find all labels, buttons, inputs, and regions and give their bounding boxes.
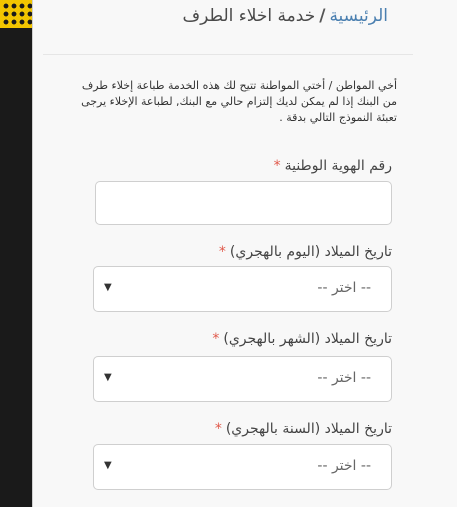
birth-day-select[interactable] [93, 266, 392, 312]
birth-year-select[interactable] [93, 444, 392, 490]
birth-month-label: تاريخ الميلاد (الشهر بالهجري)* [212, 331, 392, 347]
required-asterisk: * [273, 158, 281, 174]
required-asterisk: * [212, 331, 220, 347]
breadcrumb [183, 6, 388, 26]
required-asterisk: * [218, 244, 226, 260]
birth-month-select[interactable] [93, 356, 392, 402]
intro-text: أخي المواطن / أختي المواطنة تتيح لك هذه الخدمة طباعة إخلاء طرف من البنك إذا لم يمكن لديك إلتزام حالي مع البنك, لطباعة الإخلاء يرجى تعبئة النموذج التالي بدقة . [81, 79, 397, 124]
birth-day-label: تاريخ الميلاد (اليوم بالهجري)* [218, 244, 392, 260]
breadcrumb-home-link[interactable]: الرئيسية [329, 6, 388, 26]
birth-day-selected-value: -- اختر -- [317, 280, 371, 296]
breadcrumb-separator: / [319, 6, 326, 26]
page-content [32, 0, 457, 507]
birth-year-label: تاريخ الميلاد (السنة بالهجري)* [214, 421, 392, 437]
caret-down-icon: ▼ [104, 460, 112, 471]
birth-month-selected-value: -- اختر -- [317, 370, 371, 386]
birth-year-selected-value: -- اختر -- [317, 458, 371, 474]
breadcrumb-current: خدمة اخلاء الطرف [182, 6, 316, 26]
divider [43, 54, 413, 55]
caret-down-icon: ▼ [104, 282, 112, 293]
required-asterisk: * [214, 421, 222, 437]
national-id-label: رقم الهوية الوطنية* [273, 158, 392, 174]
caret-down-icon: ▼ [104, 372, 112, 383]
national-id-input[interactable] [95, 181, 392, 225]
